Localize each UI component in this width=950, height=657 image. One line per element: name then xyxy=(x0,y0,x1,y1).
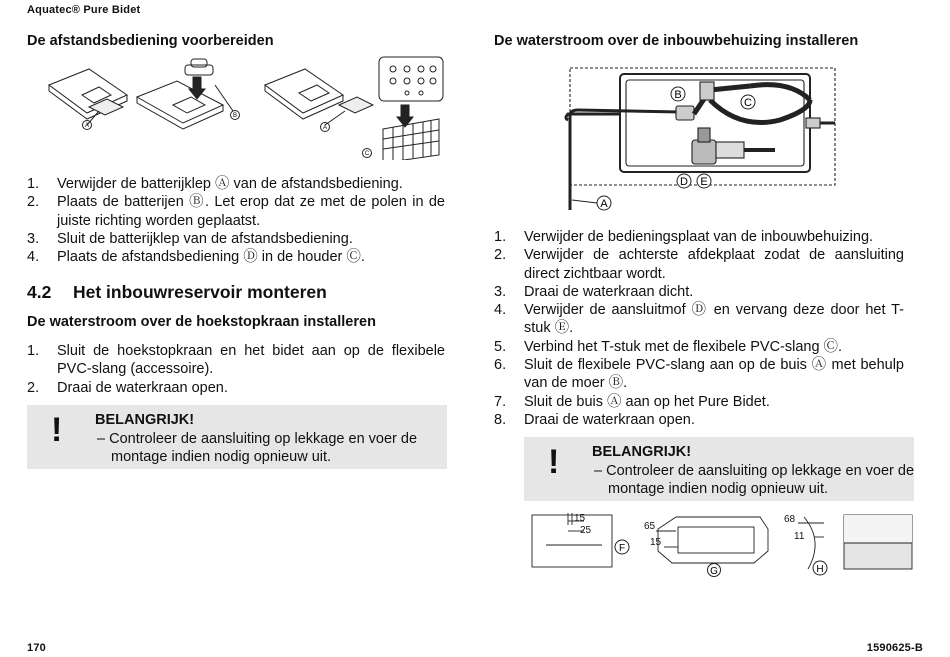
list-item: 3. Draai de waterkraan dicht. xyxy=(494,283,694,300)
list-item: 4. Verwijder de aansluitmof Ⓓ en vervang deze door het T-stuk Ⓔ. xyxy=(494,302,904,337)
list-item: 2. Plaats de batterijen Ⓑ. Let erop dat ze met de polen in de juiste richting worden geplaatst. xyxy=(27,194,445,229)
list-item: 1. Sluit de hoekstopkraan en het bidet aan op de flexibele PVC-slang (accessoire). xyxy=(27,343,445,378)
chapter-title: Het inbouwreservoir monteren xyxy=(73,282,327,302)
dim-f-25: 25 xyxy=(580,525,592,536)
fig-label-b: B xyxy=(232,113,238,119)
remote-steps-list xyxy=(27,175,445,266)
dim-h-11: 11 xyxy=(794,531,805,542)
notice-text: – Controleer de aansluiting op lekkage en voer de montage indien nodig opnieuw uit. xyxy=(97,431,418,466)
warning-icon: ! xyxy=(51,411,63,449)
fig-label-a2: A xyxy=(322,125,328,131)
dim-g-65: 65 xyxy=(644,521,656,532)
document-header: Aquatec® Pure Bidet xyxy=(27,4,141,16)
fig-label-b: B xyxy=(674,89,682,101)
fig-label-c: C xyxy=(364,151,370,157)
warning-icon: ! xyxy=(548,443,560,481)
important-notice-right xyxy=(524,437,914,501)
section-heading-angle-valve: De waterstroom over de hoekstopkraan installeren xyxy=(27,314,376,330)
fig-label-c: C xyxy=(744,97,752,109)
list-item: 4. Plaats de afstandsbediening Ⓓ in de houder Ⓒ. xyxy=(27,249,365,266)
list-item: 3. Sluit de batterijklep van de afstandsbediening. xyxy=(27,230,353,247)
dim-g-15: 15 xyxy=(650,537,662,548)
list-item: 5. Verbind het T-stuk met de flexibele PVC-slang Ⓒ. xyxy=(494,338,843,355)
fig-label-h: H xyxy=(816,564,824,575)
dim-h-68: 68 xyxy=(784,514,796,525)
remote-battery-illustration xyxy=(27,55,467,160)
important-notice-left xyxy=(27,405,447,469)
dim-drawing-h xyxy=(804,517,815,569)
cistern-steps-list xyxy=(494,228,904,429)
fig-label-e: E xyxy=(700,176,708,188)
fig-label-f: F xyxy=(618,543,626,554)
angle-valve-steps-list xyxy=(27,342,445,397)
list-item: 6. Sluit de flexibele PVC-slang aan op de buis Ⓐ met behulp van de moer Ⓑ. xyxy=(494,357,904,392)
fig-label-d: D xyxy=(680,176,688,188)
document-code: 1590625-B xyxy=(866,642,923,654)
flex-hose-c xyxy=(710,100,810,123)
notice-text: – Controleer de aansluiting op lekkage en voer de montage indien nodig opnieuw uit. xyxy=(594,463,915,498)
dimension-drawings xyxy=(528,511,918,577)
page-number: 170 xyxy=(27,642,46,654)
list-item: 8. Draai de waterkraan open. xyxy=(494,411,695,428)
list-item: 2. Draai de waterkraan open. xyxy=(27,379,228,396)
notice-title: BELANGRIJK! xyxy=(592,444,692,460)
list-item: 1. Verwijder de batterijklep Ⓐ van de afstandsbediening. xyxy=(27,176,403,192)
fig-label-g: G xyxy=(710,566,718,577)
fig-label-a: A xyxy=(84,123,90,129)
list-item: 1. Verwijder de bedieningsplaat van de inbouwbehuizing. xyxy=(494,229,874,245)
section-heading-remote: De afstandsbediening voorbereiden xyxy=(27,33,274,49)
section-heading-cistern: De waterstroom over de inbouwbehuizing installeren xyxy=(494,33,859,49)
dim-f-15: 15 xyxy=(574,513,586,524)
cistern-plumbing-illustration xyxy=(560,60,845,216)
list-item: 7. Sluit de buis Ⓐ aan op het Pure Bidet. xyxy=(494,393,770,410)
chapter-number: 4.2 xyxy=(27,282,52,302)
list-item: 2. Verwijder de achterste afdekplaat zodat de aansluiting direct zichtbaar wordt. xyxy=(494,247,904,282)
dim-drawing-g xyxy=(658,517,768,563)
notice-title: BELANGRIJK! xyxy=(95,412,195,428)
fig-label-a: A xyxy=(600,198,608,210)
